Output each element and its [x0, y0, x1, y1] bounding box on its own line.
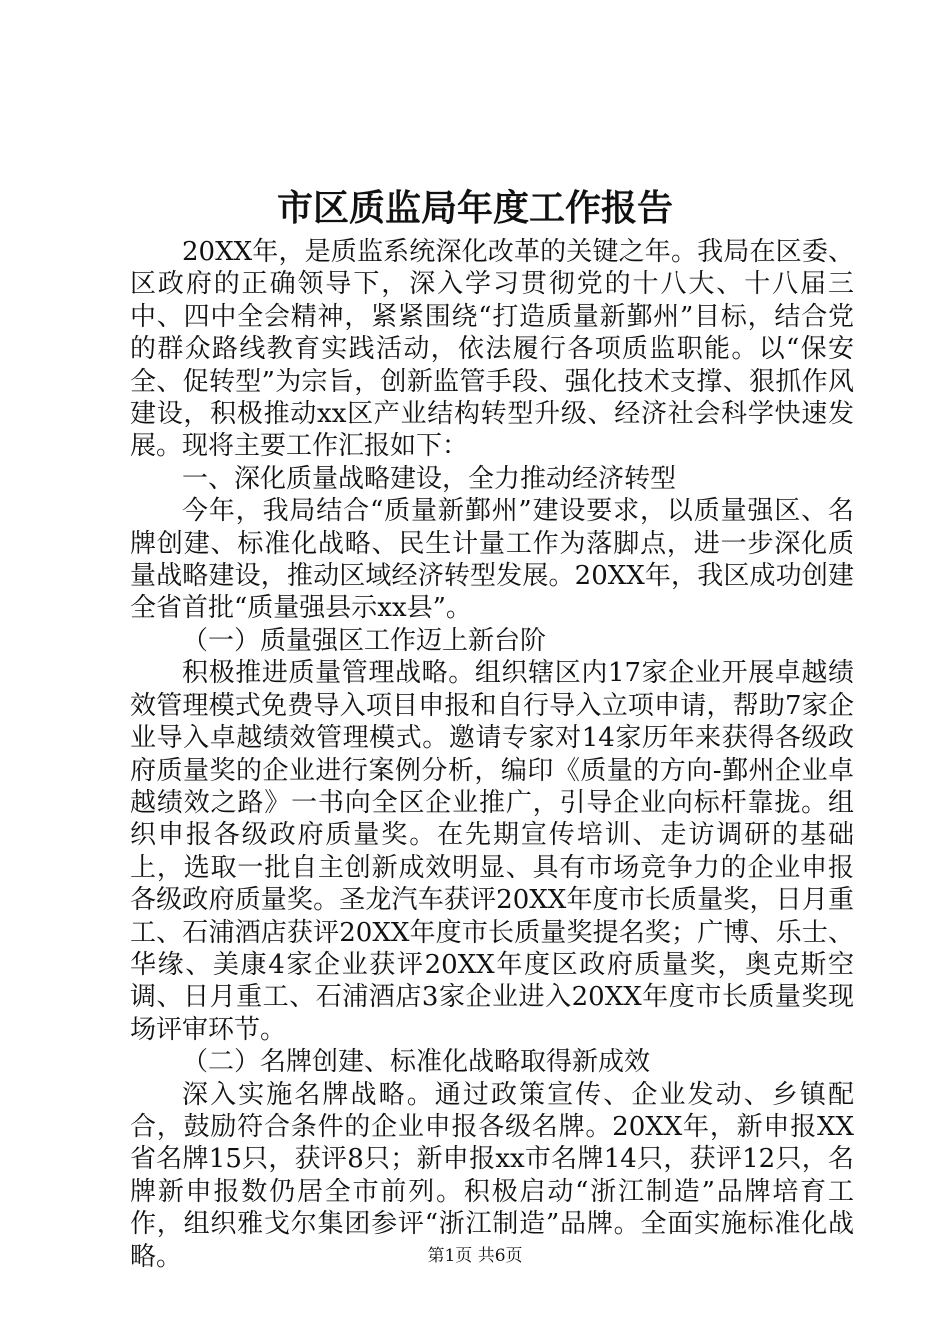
subsection-heading-1: （一）质量强区工作迈上新台阶 [182, 625, 547, 656]
subsection-heading-2: （二）名牌创建、标准化战略取得新成效 [182, 1047, 651, 1078]
section-1-paragraph: 今年，我局结合“质量新鄞州”建设要求，以质量强区、名牌创建、标准化战略、民生计量工作为落脚点，进一步深化质量战略建设，推动区域经济转型发展。20XX年，我区成功创建全省首批“质量强县示xx县”。 [130, 496, 854, 624]
section-heading-1: 一、深化质量战略建设，全力推动经济转型 [182, 463, 677, 494]
page-number-footer: 第1页 共6页 [427, 1246, 523, 1266]
document-title: 市区质监局年度工作报告 [276, 187, 673, 229]
subsection-2-paragraph: 深入实施名牌战略。通过政策宣传、企业发动、乡镇配合，鼓励符合条件的企业申报各级名牌。20XX年，新申报XX省名牌15只，获评8只；新申报xx市名牌14只，获评12只，名牌新申报数仍居全市前列。积极启动“浙江制造”品牌培育工作，组织雅戈尔集团参评“浙江制造”品牌。全面实施标准化战略。 [130, 1079, 854, 1272]
document-body [130, 236, 854, 1273]
subsection-1-paragraph: 积极推进质量管理战略。组织辖区内17家企业开展卓越绩效管理模式免费导入项目申报和自行导入立项申请，帮助7家企业导入卓越绩效管理模式。邀请专家对14家历年来获得各级政府质量奖的企业进行案例分析，编印《质量的方向-鄞州企业卓越绩效之路》一书向全区企业推广，引导企业向标杆靠拢。组织申报各级政府质量奖。在先期宣传培训、走访调研的基础上，选取一批自主创新成效明显、具有市场竞争力的企业申报各级政府质量奖。圣龙汽车获评20XX年度市长质量奖，日月重工、石浦酒店获评20XX年度市长质量奖提名奖；广博、乐士、华缘、美康4家企业获评20XX年度区政府质量奖，奥克斯空调、日月重工、石浦酒店3家企业进入20XX年度市长质量奖现场评审环节。 [130, 658, 854, 1045]
intro-paragraph: 20XX年，是质监系统深化改革的关键之年。我局在区委、区政府的正确领导下，深入学习贯彻党的十八大、十八届三中、四中全会精神，紧紧围绕“打造质量新鄞州”目标，结合党的群众路线教育实践活动，依法履行各项质监职能。以“保安全、促转型”为宗旨，创新监管手段、强化技术支撑、狠抓作风建设，积极推动xx区产业结构转型升级、经济社会科学快速发展。现将主要工作汇报如下： [130, 237, 854, 462]
